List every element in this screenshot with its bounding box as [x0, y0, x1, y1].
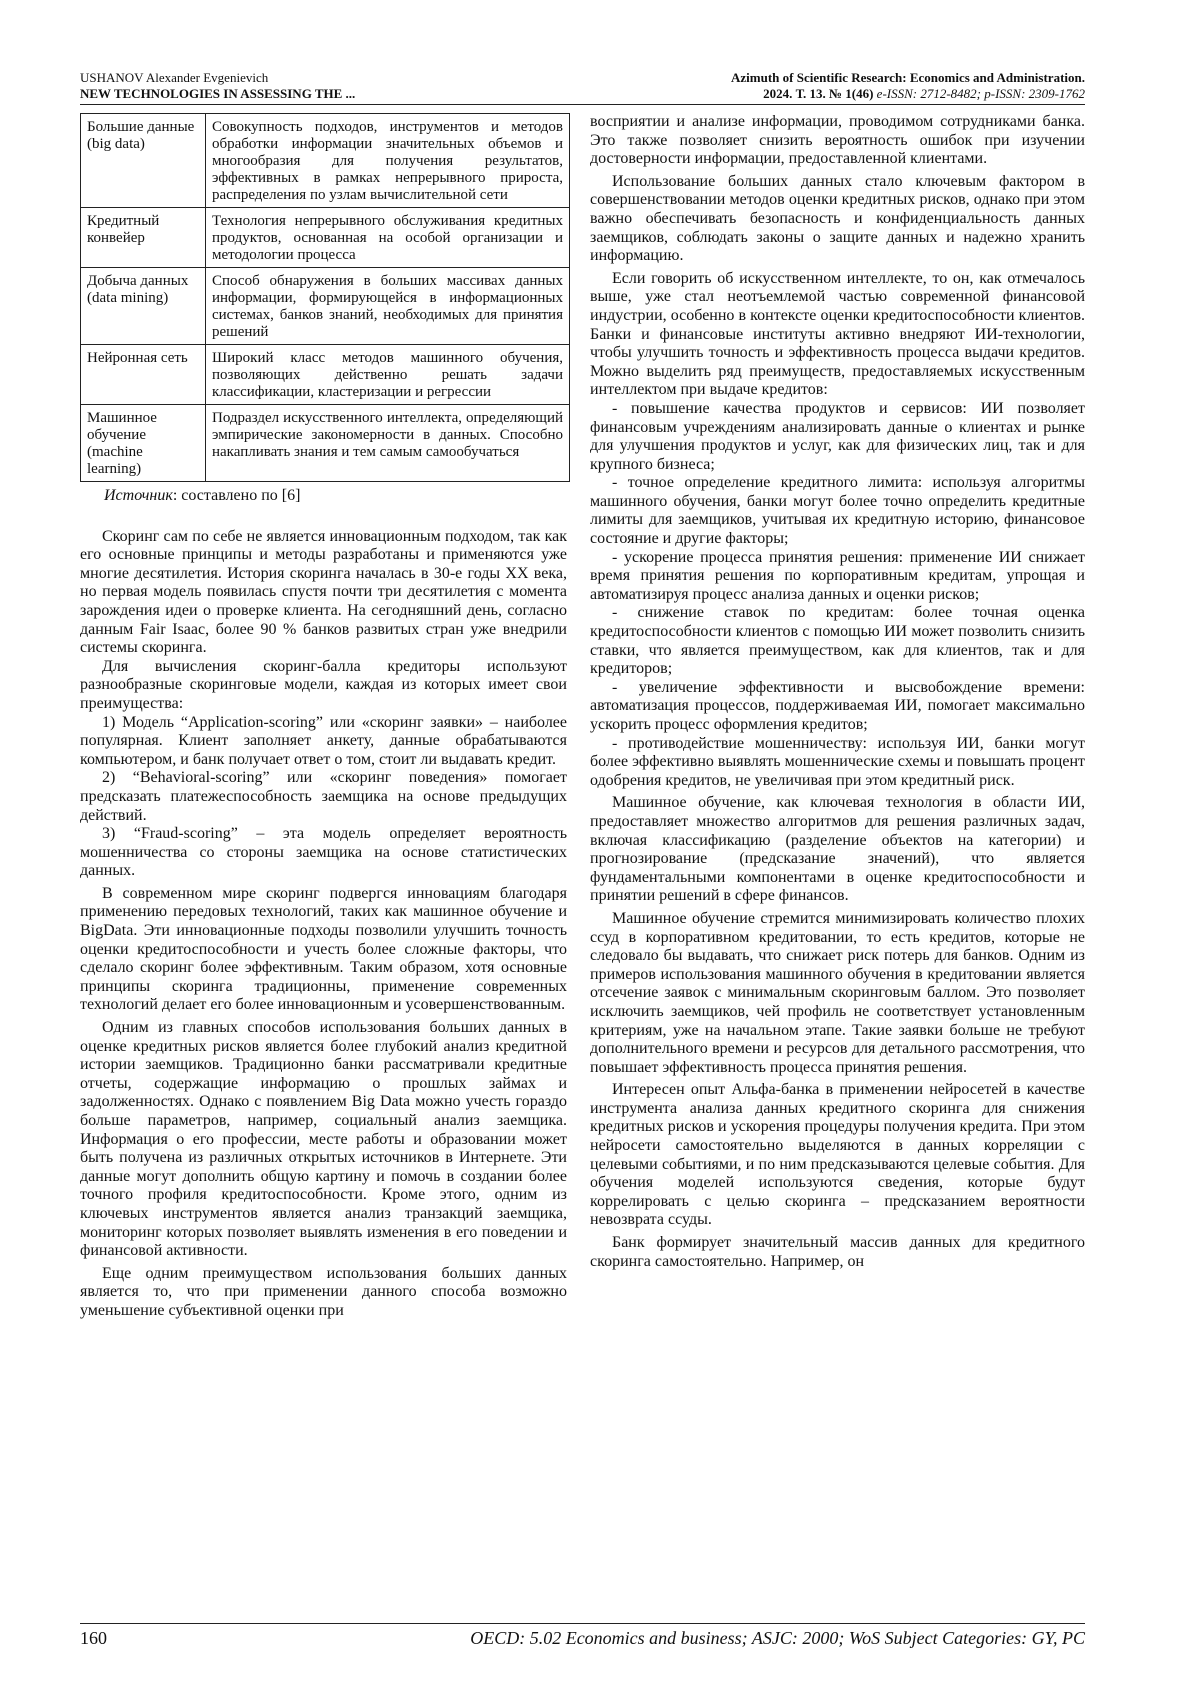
left-column [80, 113, 567, 1321]
header-left [80, 70, 355, 102]
paragraph: Машинное обучение, как ключевая технология в области ИИ, предоставляет множество алгоритмов для решения различных задач, включая классификацию (разделение объектов на категории) и прогнозирование (предсказание значений), что является фундаментальными компонентами в оценке кредитоспособности и принятии решений в сфере финансов. [590, 794, 1085, 905]
list-item: - снижение ставок по кредитам: более точная оценка кредитоспособности клиентов с помощью ИИ может позволить снизить ставки, что является преимуществом, как для клиентов, так и для кредиторов; [590, 604, 1085, 678]
table-term: Машинное обучение (machine learning) [81, 405, 206, 482]
table-row [81, 114, 570, 208]
header-article-title: NEW TECHNOLOGIES IN ASSESSING THE ... [80, 86, 356, 101]
table-definition: Совокупность подходов, инструментов и методов обработки информации значительных объемов и многообразия для получения результатов, эффективных в рамках непрерывного прироста, распределения по узлам вычислительной сети [206, 114, 570, 208]
header-issue-line [731, 86, 1085, 102]
source-text: : составлено по [6] [172, 487, 301, 504]
table-definition: Способ обнаружения в больших массивах данных информации, формирующейся в информационных системах, банков знаний, необходимых для принятия решений [206, 268, 570, 345]
page-number: 160 [80, 1628, 107, 1648]
paragraph: Использование больших данных стало ключевым фактором в совершенствовании методов оценки кредитных рисков, однако при этом важно обеспечивать безопасность и конфиденциальность данных заемщиков, соблюдать законы о защите данных и надежно хранить информацию. [590, 172, 1085, 265]
table-row [81, 268, 570, 345]
paragraph: Банк формирует значительный массив данных для кредитного скоринга самостоятельно. Например, он [590, 1234, 1085, 1270]
paragraph: Одним из главных способов использования больших данных в оценке кредитных рисков является более глубокий анализ кредитной истории заемщиков. Традиционно банки рассматривали кредитные отчеты, содержащие информацию о прошлых займах и задолженностях. Однако с появлением Big Data можно учесть гораздо больше параметров, например, социальный анализ заемщика. Информация о его профессии, месте работы и образовании может быть получена из различных открытых источников в Интернете. Эти данные могут дополнить общую картину и помочь в создании более точного профиля кредитоспособности. Кроме этого, одним из ключевых инструментов является анализ транзакций заемщика, мониторинг которых позволяет выявлять изменения в его поведении и финансовой активности. [80, 1019, 567, 1260]
paragraph: Скоринг сам по себе не является инновационным подходом, так как его основные принципы и методы разработаны и применяются уже многие десятилетия. История скоринга началась в 30-е годы XX века, но первая модель появилась спустя почти три десятилетия с момента зарождения идеи о проверке клиента. На сегодняшний день, согласно данным Fair Isaac, более 90 % банков развитых стран уже внедрили системы скоринга. [80, 527, 567, 657]
header-author: USHANOV Alexander Evgenievich [80, 70, 269, 85]
table-row [81, 405, 570, 482]
paragraph: Интересен опыт Альфа-банка в применении нейросетей в качестве инструмента анализа данных кредитного скоринга для снижения кредитных рисков и ускорения процедуры получения кредита. При этом нейросети самостоятельно выделяются в данных корреляции с целевыми событиями, и по ним предсказываются целевые события. Для обучения моделей используются сведения, которые будут коррелировать с целью скоринга – предсказанием вероятности невозврата ссуды. [590, 1081, 1085, 1229]
paragraph: Еще одним преимуществом использования больших данных является то, что при применении данного способа возможно уменьшение субъективной оценки при [80, 1264, 567, 1319]
table-source-note [104, 487, 567, 506]
table-term: Нейронная сеть [81, 345, 206, 405]
table-term: Большие данные (big data) [81, 114, 206, 208]
header-journal: Azimuth of Scientific Research: Economics and Administration. [731, 70, 1085, 85]
table-definition: Широкий класс методов машинного обучения, позволяющих действенно решать задачи классификации, кластеризации и регрессии [206, 345, 570, 405]
table-definition: Технология непрерывного обслуживания кредитных продуктов, основанная на особой организации и методологии процесса [206, 208, 570, 268]
list-item: - повышение качества продуктов и сервисов: ИИ позволяет финансовым учреждениям анализировать данные о клиентах и рынке для улучшения продуктов и услуг, как для физических лиц, так и для крупного бизнеса; [590, 399, 1085, 473]
list-item: 2) “Behavioral-scoring” или «скоринг поведения» помогает предсказать платежеспособность заемщика на основе предыдущих действий. [80, 769, 567, 824]
right-column [590, 113, 1085, 1271]
paragraph: восприятии и анализе информации, проводимом сотрудниками банка. Это также позволяет снизить вероятность ошибок при изучении достоверности информации, предоставленной клиентами. [590, 113, 1085, 168]
table-row [81, 345, 570, 405]
list-item: - увеличение эффективности и высвобождение времени: автоматизация процессов, поддерживаемая ИИ, помогает максимально ускорить процесс оформления кредитов; [590, 678, 1085, 733]
paragraph: В современном мире скоринг подвергся инновациям благодаря применению передовых технологий, таких как машинное обучение и BigData. Эти инновационные подходы позволили улучшить точность оценки кредитоспособности и учесть более сложные факторы, что сделало скоринг более эффективным. Таким образом, хотя основные принципы скоринга традиционны, применение современных технологий делает его более инновационным и усовершенствованным. [80, 884, 567, 1014]
source-label: Источник [104, 487, 173, 504]
header-right [731, 70, 1085, 102]
paragraph: Для вычисления скоринг-балла кредиторы используют разнообразные скоринговые модели, каждая из которых имеет свои преимущества: [80, 657, 567, 712]
table-row [81, 208, 570, 268]
page-footer [80, 1623, 1085, 1650]
paragraph: Машинное обучение стремится минимизировать количество плохих ссуд в корпоративном кредитовании, то есть кредитов, которые не следовало бы выдавать, что снижает риск потерь для банков. Одним из примеров использования машинного обучения в кредитовании является отсечение заявок с минимальным скоринговым баллом. Это позволяет исключить заемщиков, чей профиль не соответствует установленным критериям, уже на начальном этапе. Такие заявки больше не требуют дополнительного времени и ресурсов для детального рассмотрения, что повышает эффективность процесса принятия решения. [590, 909, 1085, 1076]
list-item: - точное определение кредитного лимита: используя алгоритмы машинного обучения, банки могут более точно определить кредитные лимиты для заемщиков, учитывая их кредитную историю, финансовое состояние и другие факторы; [590, 474, 1085, 548]
list-item: - противодействие мошенничеству: используя ИИ, банки могут более эффективно выявлять мошеннические схемы и повышать процент одобрения кредитов, не увеличивая при этом кредитный риск. [590, 734, 1085, 789]
subject-classification: OECD: 5.02 Economics and business; ASJC: 2000; WoS Subject Categories: GY, PC [470, 1628, 1085, 1648]
list-item: - ускорение процесса принятия решения: применение ИИ снижает время принятия решения по корпоративным кредитам, упрощая и автоматизируя процесс анализа данных и оценки рисков; [590, 548, 1085, 603]
table-term: Кредитный конвейер [81, 208, 206, 268]
list-item: 1) Модель “Application-scoring” или «скоринг заявки» – наиболее популярная. Клиент заполняет анкету, данные обрабатываются компьютером, и банк получает ответ о том, стоит ли выдавать кредит. [80, 713, 567, 768]
paragraph: Если говорить об искусственном интеллекте, то он, как отмечалось выше, уже стал неотъемлемой частью современной финансовой индустрии, особенно в контексте оценки кредитоспособности клиентов. Банки и финансовые институты активно внедряют ИИ-технологии, чтобы улучшить точность и эффективность процесса выдачи кредитов. Можно выделить ряд преимуществ, предоставляемых искусственным интеллектом при выдаче кредитов: [590, 269, 1085, 399]
table-term: Добыча данных (data mining) [81, 268, 206, 345]
header-issn: e-ISSN: 2712-8482; p-ISSN: 2309-1762 [876, 86, 1085, 101]
header-issue: 2024. Т. 13. № 1(46) [763, 86, 874, 101]
terms-table [80, 113, 570, 482]
running-header [80, 70, 1085, 105]
list-item: 3) “Fraud-scoring” – эта модель определяет вероятность мошенничества со стороны заемщика на основе статистических данных. [80, 825, 567, 880]
table-definition: Подраздел искусственного интеллекта, определяющий эмпирические закономерности в данных. Способно накапливать знания и тем самым самообучаться [206, 405, 570, 482]
